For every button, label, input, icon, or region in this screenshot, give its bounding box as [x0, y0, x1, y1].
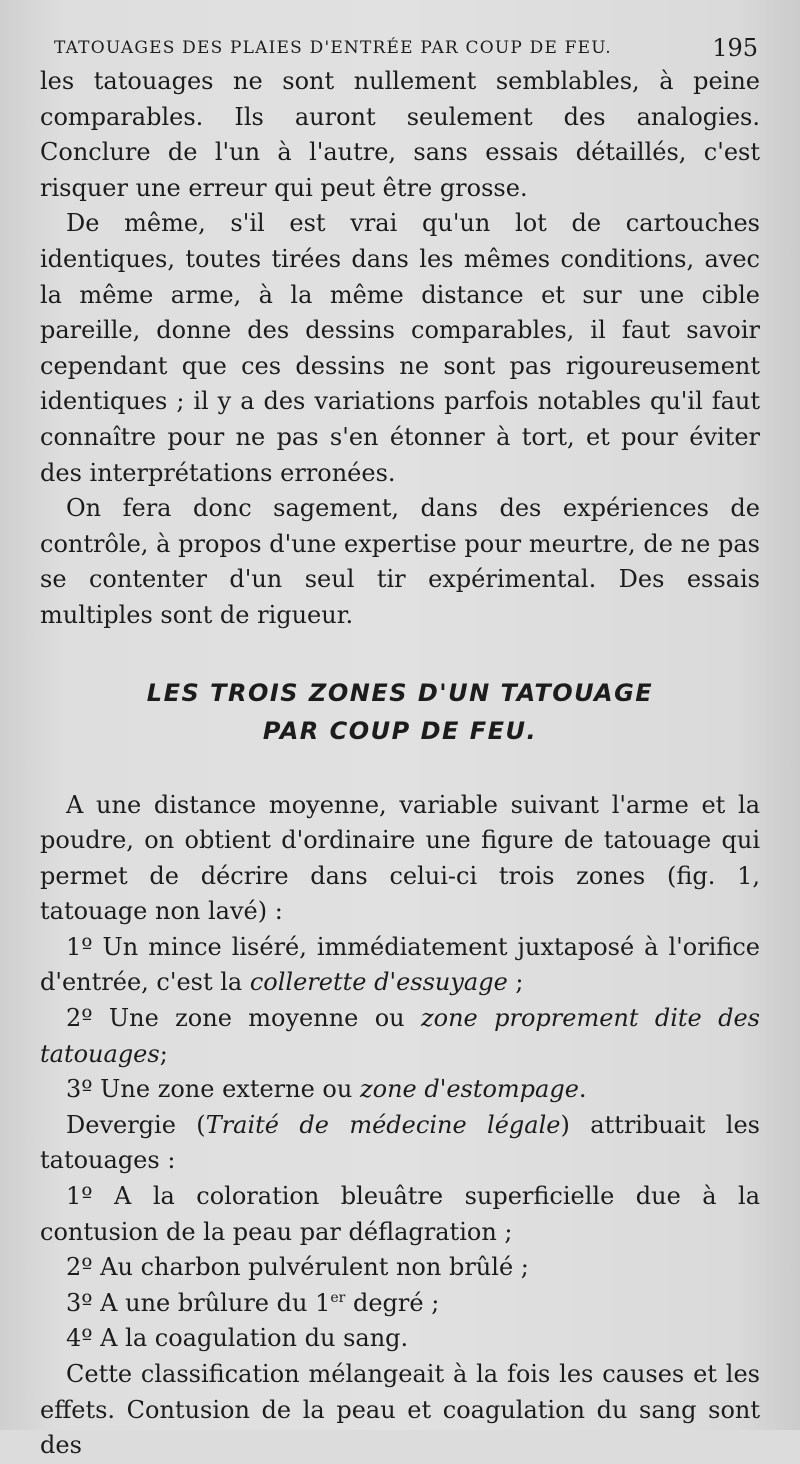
list-item	[40, 1001, 760, 1072]
emphasis: zone d'estompage	[359, 1075, 579, 1104]
paragraph: A une distance moyenne, variable suivant l'arme et la poudre, on obtient d'ordinaire une figure de tatouage qui permet de décrire dans celui-ci trois zones (fig. 1, tatouage non lavé) :	[40, 790, 760, 926]
emphasis: collerette d'essuyage	[249, 968, 508, 997]
paragraph: On fera donc sagement, dans des expériences de contrôle, à propos d'une expertise pour meurtre, de ne pas se contenter d'un seul tir expérimental. Des essais multiples sont de rigueur.	[40, 494, 760, 629]
paragraph: De même, s'il est vrai qu'un lot de cartouches identiques, toutes tirées dans les mêmes conditions, avec la même arme, à la même distance et sur une cible pareille, donne des dessins comparables, il faut savoir cependant que ces dessins ne sont pas rigoureusement identiques ; il y a des variations parfois notables qu'il faut connaître pour ne pas s'en étonner à tort, et pour éviter des interprétations erronées.	[40, 209, 760, 487]
list-item	[40, 930, 760, 1001]
page-number: 195	[712, 34, 758, 62]
list-item-end: ;	[159, 1039, 168, 1068]
list-item-text: 3º Une zone externe ou	[66, 1075, 360, 1104]
section-heading-line: PAR COUP DE FEU.	[262, 716, 538, 745]
section-heading-line: LES TROIS ZONES D'UN TATOUAGE	[146, 678, 654, 707]
running-title: TATOUAGES DES PLAIES D'ENTRÉE PAR COUP DE FEU.	[54, 38, 612, 58]
list-item: 2º Au charbon pulvérulent non brûlé ;	[66, 1253, 529, 1282]
section-heading	[40, 674, 760, 750]
book-title: Traité de médecine légale	[205, 1110, 561, 1139]
author-name: Devergie (	[66, 1110, 206, 1139]
paragraph: Cette classification mélangeait à la fois les causes et les effets. Contusion de la peau et coagulation du sang sont des	[40, 1360, 760, 1460]
list-item-end: degré ;	[345, 1288, 440, 1317]
body-text	[40, 64, 760, 1464]
running-header	[40, 34, 760, 62]
list-item	[40, 1072, 760, 1108]
list-item-text: 3º A une brûlure du 1	[66, 1288, 331, 1317]
paragraph-rest: ) attribuait les tatouages :	[40, 1110, 761, 1175]
list-item-text: 2º Une zone moyenne ou	[66, 1004, 421, 1033]
list-item	[40, 1286, 760, 1322]
list-item: 4º A la coagulation du sang.	[66, 1324, 409, 1353]
list-item-text: 1º Un mince liséré, immédiatement juxtaposé à l'orifice d'entrée, c'est la	[40, 932, 760, 997]
paragraph	[40, 1108, 760, 1179]
list-item: 1º A la coloration bleuâtre superficielle due à la contusion de la peau par déflagration ;	[40, 1182, 760, 1246]
superscript: er	[330, 1289, 346, 1306]
list-item-end: ;	[507, 968, 524, 997]
emphasis: zone proprement dite des tatouages	[40, 1004, 760, 1068]
list-item-end: .	[578, 1075, 587, 1104]
paragraph: les tatouages ne sont nullement semblables, à peine comparables. Ils auront seulement des analogies. Conclure de l'un à l'autre, sans essais détaillés, c'est risquer une erreur qui peut être grosse.	[40, 67, 760, 202]
